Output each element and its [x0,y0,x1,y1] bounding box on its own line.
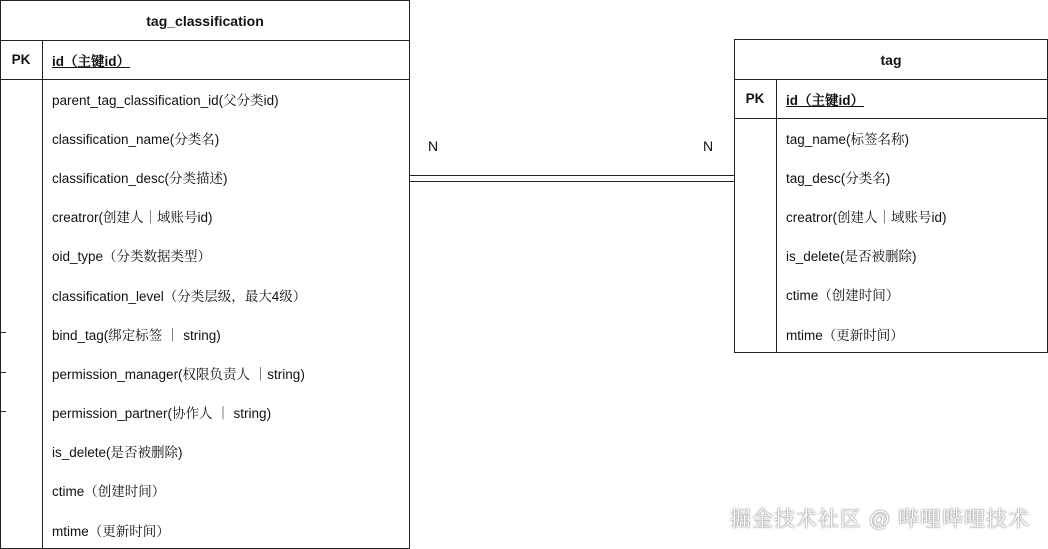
field: ctime（创建时间） [52,484,166,500]
field: parent_tag_classification_id(父分类id) [52,92,279,108]
entity-tag[interactable] [734,39,1048,353]
field: is_delete(是否被删除) [52,445,183,461]
field: permission_manager(权限负责人 ｜string) [52,366,305,382]
relationship-line [409,175,735,182]
connector-stub [0,411,6,412]
cardinality-right: N [703,138,714,154]
primary-key-row [735,79,1047,119]
pk-field: id（主键id） [786,92,864,108]
pk-label: PK [11,52,31,67]
field: ctime（创建时间） [786,288,900,304]
field-list [786,118,1047,353]
field: mtime（更新时间） [786,327,904,343]
entity-tag-classification[interactable] [0,0,410,549]
field: classification_name(分类名) [52,131,220,147]
field: oid_type（分类数据类型） [52,249,212,265]
field: is_delete(是否被删除) [786,249,917,265]
field: classification_desc(分类描述) [52,170,228,186]
column-divider [42,40,43,548]
connector-stub [0,332,6,333]
column-divider [776,79,777,352]
field: classification_level（分类层级，最大4级） [52,288,307,304]
connector-stub [0,372,6,373]
cardinality-left: N [428,138,439,154]
field: mtime（更新时间） [52,523,170,539]
field: tag_name(标签名称) [786,131,910,147]
field: bind_tag(绑定标签 ｜ string) [52,327,221,343]
field: creatror(创建人｜域账号id) [786,209,947,225]
field: tag_desc(分类名) [786,170,891,186]
field: creatror(创建人｜域账号id) [52,210,213,226]
field: permission_partner(协作人 ｜ string) [52,406,272,422]
pk-field: id（主键id） [52,53,130,69]
watermark: 掘金技术社区 @ 哔哩哔哩技术 [730,508,1030,531]
entity-title: tag [735,40,1047,80]
pk-label: PK [745,91,765,106]
entity-title: tag_classification [1,1,409,41]
primary-key-row [1,40,409,80]
field-list [52,79,409,549]
